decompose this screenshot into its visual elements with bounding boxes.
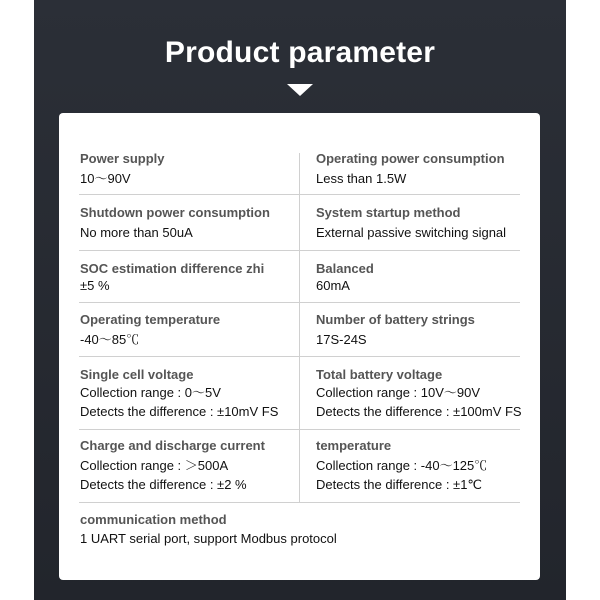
param-value-range: Collection range : 0～5V [80,385,221,400]
param-label: SOC estimation difference zhi [80,261,265,276]
param-temperature [316,438,487,494]
param-value: 17S-24S [316,332,367,347]
row-divider [79,429,520,430]
param-value: -40～85℃ [80,332,140,347]
param-value-difference: Detects the difference : ±10mV FS [80,404,279,419]
param-label: Charge and discharge current [80,438,265,453]
param-value-range: Collection range : -40～125℃ [316,458,488,473]
param-value-range: Collection range : 10V～90V [316,385,481,400]
param-operating-temperature [80,312,220,349]
parameter-card [59,113,540,580]
param-label: Power supply [80,151,165,166]
param-value-range: Collection range : ＞500A [80,458,229,473]
param-startup-method [316,205,506,242]
param-value-difference: Detects the difference : ±100mV FS [316,404,522,419]
param-label: Operating power consumption [316,151,505,166]
param-operating-power [316,151,505,188]
row-divider [79,302,520,303]
row-divider [79,250,520,251]
row-divider [79,356,520,357]
down-arrow-icon [287,84,313,96]
param-label: Total battery voltage [316,367,443,382]
param-label: Single cell voltage [80,367,194,382]
param-shutdown-power [80,205,270,242]
row-divider [79,194,520,195]
param-communication-method [80,512,337,548]
param-battery-strings [316,312,475,349]
param-label: Balanced [316,261,374,276]
param-value: ±5 % [80,278,110,293]
param-value-difference: Detects the difference : ±1℃ [316,477,483,492]
param-value: No more than 50uA [80,225,193,240]
column-divider [299,153,300,503]
param-value: Less than 1.5W [316,171,407,186]
param-label: Operating temperature [80,312,221,327]
param-label: temperature [316,438,392,453]
param-value: External passive switching signal [316,225,507,240]
param-balanced [316,261,374,295]
param-label: System startup method [316,205,461,220]
param-total-battery-voltage [316,367,522,421]
param-single-cell-voltage [80,367,278,421]
param-value: 10～90V [80,171,131,186]
row-divider [79,502,520,503]
param-soc [80,261,264,295]
param-value: 60mA [316,278,350,293]
param-value: 1 UART serial port, support Modbus protocol [80,531,337,546]
param-value-difference: Detects the difference : ±2 % [80,477,247,492]
param-label: Number of battery strings [316,312,475,327]
param-label: communication method [80,512,227,527]
param-charge-discharge-current [80,438,265,494]
page-title: Product parameter [164,36,436,69]
param-label: Shutdown power consumption [80,205,270,220]
param-power-supply [80,151,165,188]
